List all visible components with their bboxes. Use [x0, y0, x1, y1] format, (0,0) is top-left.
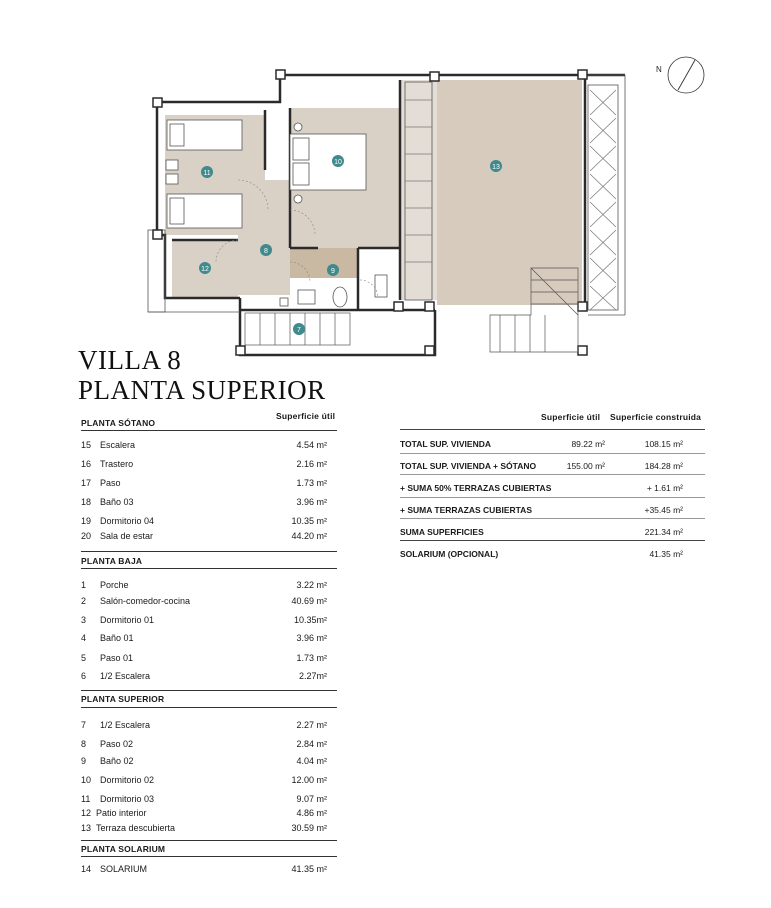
table-divider [400, 474, 705, 475]
compass-label: N [656, 65, 662, 74]
table-row: 16 Trastero 2.16 m² [81, 459, 327, 469]
table-row: 13 Terraza descubierta 30.59 m² [81, 823, 327, 833]
table-row: 20 Sala de estar 44.20 m² [81, 531, 327, 541]
table-row: 4 Baño 01 3.96 m² [81, 633, 327, 643]
floor-fills [165, 80, 582, 305]
section-divider [81, 551, 337, 552]
room-badge-8 [260, 244, 272, 256]
table-divider [400, 518, 705, 519]
table-row: 8 Paso 02 2.84 m² [81, 739, 327, 749]
section-divider [81, 856, 337, 857]
room-badge-9 [327, 264, 339, 276]
svg-text:9: 9 [331, 268, 335, 275]
svg-text:8: 8 [264, 248, 268, 255]
table-row: 2 Salón-comedor-cocina 40.69 m² [81, 596, 327, 606]
table-row: 7 1/2 Escalera 2.27 m² [81, 720, 327, 730]
svg-text:13: 13 [492, 164, 500, 171]
villa-title: VILLA 8 [78, 345, 182, 375]
section-superior-title: PLANTA SUPERIOR [81, 694, 165, 704]
railing [590, 90, 616, 310]
table-row: 18 Baño 03 3.96 m² [81, 497, 327, 507]
section-divider [81, 568, 337, 569]
table-row: 10 Dormitorio 02 12.00 m² [81, 775, 327, 785]
room-badge-13 [490, 160, 502, 172]
table-row: 3 Dormitorio 01 10.35m² [81, 615, 327, 625]
summary-row: TOTAL SUP. VIVIENDA + SÓTANO 155.00 m² 184.28 m² [400, 461, 683, 471]
room-badge-11 [201, 166, 213, 178]
summary-row: TOTAL SUP. VIVIENDA 89.22 m² 108.15 m² [400, 439, 683, 449]
summary-row: SUMA SUPERFICIES 221.34 m² [400, 527, 683, 537]
table-row: 6 1/2 Escalera 2.27m² [81, 671, 327, 681]
table-row: 9 Baño 02 4.04 m² [81, 756, 327, 766]
svg-text:7: 7 [297, 327, 301, 334]
section-divider [81, 430, 337, 431]
room-badge-10 [332, 155, 344, 167]
section-divider [81, 707, 337, 708]
svg-text:10: 10 [334, 159, 342, 166]
table-row: 17 Paso 1.73 m² [81, 478, 327, 488]
table-row: 14 SOLARIUM 41.35 m² [81, 864, 327, 874]
right-col-construida-header: Superficie construida [610, 412, 702, 422]
table-row: 15 Escalera 4.54 m² [81, 440, 327, 450]
compass-icon [656, 57, 704, 93]
svg-text:12: 12 [201, 266, 209, 273]
section-baja-title: PLANTA BAJA [81, 556, 143, 566]
summary-row: + SUMA 50% TERRAZAS CUBIERTAS + 1.61 m² [400, 483, 683, 493]
table-row: 19 Dormitorio 04 10.35 m² [81, 516, 327, 526]
table-divider [400, 453, 705, 454]
bath-fixtures [280, 275, 387, 307]
table-row: 11 Dormitorio 03 9.07 m² [81, 794, 327, 804]
room-badge-7 [293, 323, 305, 335]
table-row: 12 Patio interior 4.86 m² [81, 808, 327, 818]
summary-row: + SUMA TERRAZAS CUBIERTAS +35.45 m² [400, 505, 683, 515]
table-divider [400, 540, 705, 541]
floor-title: PLANTA SUPERIOR [78, 375, 326, 405]
floor-plan [0, 0, 771, 360]
left-col-header: Superficie útil [276, 411, 336, 421]
table-row: 5 Paso 01 1.73 m² [81, 653, 327, 663]
section-divider [81, 690, 337, 691]
svg-text:11: 11 [203, 170, 211, 177]
table-row: 1 Porche 3.22 m² [81, 580, 327, 590]
section-sotano-title: PLANTA SÓTANO [81, 418, 156, 428]
room-badge-12 [199, 262, 211, 274]
right-col-util-header: Superficie útil [541, 412, 601, 422]
section-divider [81, 840, 337, 841]
summary-row: SOLARIUM (OPCIONAL) 41.35 m² [400, 549, 683, 559]
table-divider [400, 429, 705, 430]
table-divider [400, 497, 705, 498]
section-solarium-title: PLANTA SOLARIUM [81, 844, 166, 854]
